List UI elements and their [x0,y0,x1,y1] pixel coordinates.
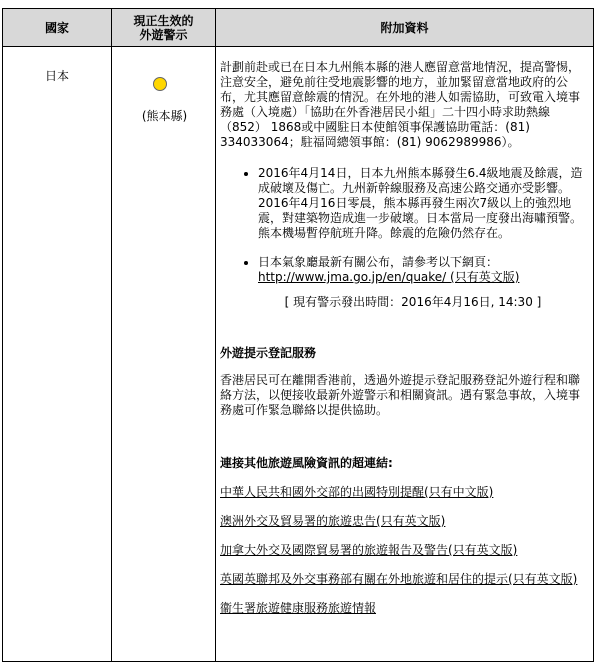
jma-link[interactable]: http://www.jma.go.jp/en/quake/ (只有英文版) [258,270,520,284]
header-alert-line2: 外遊警示 [139,27,188,42]
travel-alert-table [2,8,594,662]
column-divider [111,9,112,661]
bullet-jma [258,255,586,285]
additional-info [220,60,586,616]
link-uk-anchor[interactable]: 英國英聯邦及外交事務部有關在外地旅遊和居住的提示(只有英文版) [220,572,578,586]
alert-bullets [220,166,586,241]
link-australia-anchor[interactable]: 澳洲外交及貿易署的旅遊忠告(只有英文版) [220,514,446,528]
registration-title: 外遊提示登記服務 [220,346,317,360]
link-australia[interactable] [220,514,586,529]
alert-region: (熊本縣) [141,109,188,123]
link-health-anchor[interactable]: 衞生署旅遊健康服務旅遊情報 [220,601,377,615]
link-mfa-china[interactable] [220,485,586,500]
link-health[interactable] [220,601,586,616]
links-title: 連接其他旅遊風險資訊的超連結: [220,456,393,470]
registration-text: 香港居民可在離開香港前，透過外遊提示登記服務登記外遊行程和聯絡方法，以便接收最新外遊警示和相關資訊。遇有緊急事故，入境事務處可作緊急聯絡以提供協助。 [220,373,581,417]
bullet-earthquake: • 2016年4月14日，日本九州熊本縣發生6.4級地震及餘震，造成破壞及傷亡。九州新幹線服務及高速公路交通亦受影響。2016年4月16日零晨，熊本縣再發生兩次7級以上的強烈地震，對建築物造成進一步破壞。日本當局一度發出海嘯預警。熊本機場暫停航班升降。餘震的危險仍然存在。 [258,166,586,241]
header-alert-line1: 現正生效的 [133,13,194,28]
header-country: 國家 [44,20,69,35]
country-cell: 日本 [44,69,69,83]
bullet-jma-text: 日本氣象廳最新有關公布，請參考以下網頁： [258,255,499,269]
yellow-alert-icon [153,77,167,91]
link-uk[interactable] [220,572,586,587]
link-canada[interactable] [220,543,586,558]
issued-time: [ 現有警示發出時間：2016年4月16日, 14:30 ] [284,295,542,309]
header-info: 附加資料 [380,20,429,35]
intro-text: 計劃前赴或已在日本九州熊本縣的港人應留意當地情況，提高警惕，注意安全，避免前往受地震影響的地方，並加緊留意當地政府的公布，尤其應留意餘震的情況。在外地的港人如需協助，可致電入境事務處（入境處）「協助在外香港居民小組」二十四小時求助熱線（852） 1868或中國駐日本使館領事保護協助電話：(81) 334033064；駐福岡總領事館：(81) 9062989986）。 [220,60,581,149]
header-alert [112,9,215,46]
link-canada-anchor[interactable]: 加拿大外交及國際貿易署的旅遊報告及警告(只有英文版) [220,543,518,557]
alert-bullets-2 [220,255,586,285]
link-mfa-china-anchor[interactable]: 中華人民共和國外交部的出國特別提醒(只有中文版) [220,485,494,499]
